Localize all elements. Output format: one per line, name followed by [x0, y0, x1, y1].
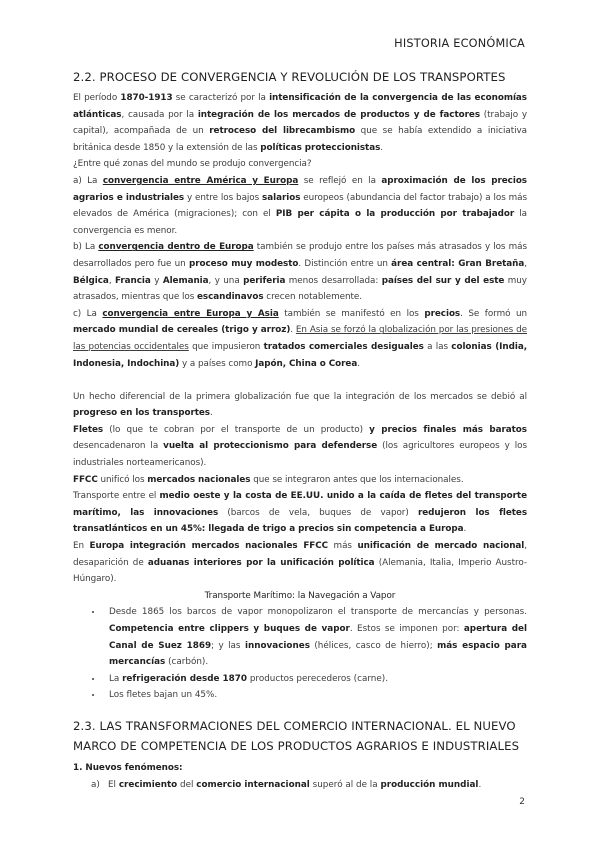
question-line: ¿Entre qué zonas del mundo se produjo convergencia? — [73, 159, 312, 170]
list-item: • Desde 1865 los barcos de vapor monopolizaron el transporte de mercancías y personas. Competencia entre clippers y buques de vapor. Estos se imponen por: apertura del Canal de Suez 1869; y las innovaciones (hélices, casco de hierro); más espacio para mercancías (carbón). — [103, 604, 527, 670]
running-header: HISTORIA ECONÓMICA — [394, 37, 525, 50]
section-2-2-title: 2.2. PROCESO DE CONVERGENCIA Y REVOLUCIÓN DE LOS TRANSPORTES — [73, 70, 506, 84]
section-2-3-title: 2.3. LAS TRANSFORMACIONES DEL COMERCIO INTERNACIONAL. EL NUEVO MARCO DE COMPETENCIA DE LOS PRODUCTOS AGRARIOS E INDUSTRIALES — [73, 718, 520, 753]
page-number: 2 — [519, 797, 525, 807]
subheading-nuevos-fenomenos: 1. Nuevos fenómenos: — [73, 762, 183, 773]
list-item: • Los fletes bajan un 45%. — [103, 687, 527, 704]
paragraph-c: c) La convergencia entre Europa y Asia también se manifestó en los precios. Se formó un mercado mundial de cereales (trigo y arroz). En Asia se forzó la globalización por las presiones de las potencias occidentales que impusieron tratados comerciales desiguales a las colonias (India, Indonesia, Indochina) y a países como Japón, China o Corea. — [73, 308, 527, 369]
blank-line — [73, 372, 527, 389]
list-item: • La refrigeración desde 1870 productos perecederos (carne). — [103, 671, 527, 688]
subtitle-maritime: Transporte Marítimo: la Navegación a Vapor — [204, 590, 396, 601]
page-content — [73, 68, 527, 793]
paragraph-b: b) La convergencia dentro de Europa también se produjo entre los países más atrasados y los más desarrollados pero fue un proceso muy modesto. Distinción entre un área central: Gran Bretaña, Bélgica, Francia y Alemania, y una periferia menos desarrollada: países del sur y del este muy atrasados, mientras que los escandinavos crecen notablemente. — [73, 242, 528, 303]
paragraph-transport: Un hecho diferencial de la primera globalización fue que la integración de los mercados se debió al progreso en los transportes. — [73, 391, 527, 419]
paragraph-eeuu: Transporte entre el medio oeste y la costa de EE.UU. unido a la caída de fletes del transporte marítimo, las innovaciones (barcos de vela, buques de vapor) redujeron los fletes transatlánticos en un 45%: llegada de trigo a precios sin competencia a Europa. — [73, 491, 528, 535]
paragraph-fletes: Fletes (lo que te cobran por el transporte de un producto) y precios finales más baratos desencadenaron la vuelta al proteccionismo para defenderse (los agricultores europeos y los industriales norteamericanos). — [73, 424, 528, 469]
bullet-list — [73, 604, 527, 704]
paragraph-a: a) La convergencia entre América y Europa se reflejó en la aproximación de los precios agrarios e industriales y entre los bajos salarios europeos (abundancia del factor trabajo) a los más elevados de América (migraciones); con el PIB per cápita o la producción por trabajador la convergencia es menor. — [73, 175, 527, 236]
paragraph-intro: El período 1870-1913 se caracterizó por la intensificación de la convergencia de las economías atlánticas, causada por la integración de los mercados de productos y de factores (trabajo y capital), acompañada de un retroceso del librecambismo que se había extendido a iniciativa británica desde 1850 y la extensión de las políticas proteccionistas. — [73, 93, 527, 153]
list-item: a) El crecimiento del comercio internacional superó al de la producción mundial. — [91, 779, 482, 790]
paragraph-ffcc: FFCC unificó los mercados nacionales que se integraron antes que los internacionales. — [73, 474, 464, 485]
paragraph-europa: En Europa integración mercados nacionales FFCC más unificación de mercado nacional, desaparición de aduanas interiores por la unificación política (Alemania, Italia, Imperio Austro-Húngaro). — [73, 541, 528, 585]
alpha-list — [73, 777, 527, 794]
